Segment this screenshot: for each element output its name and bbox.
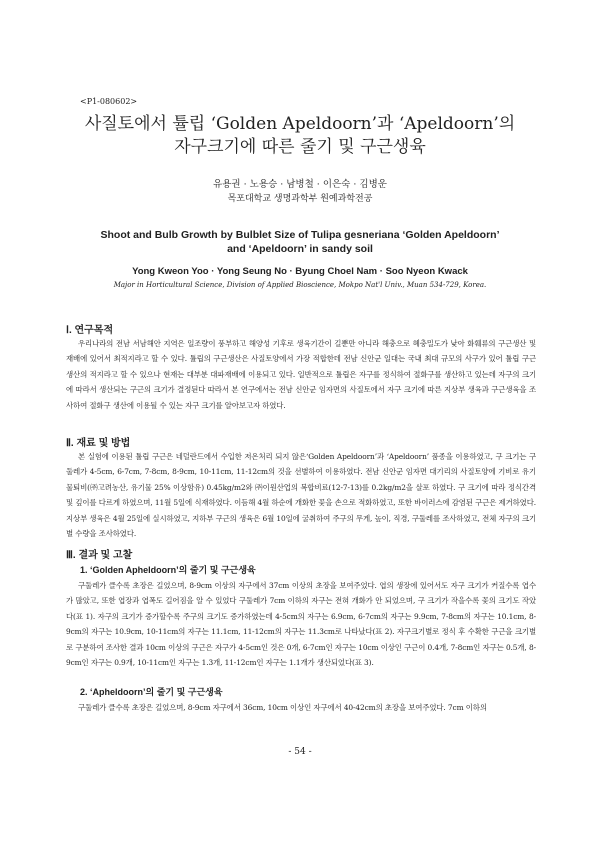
paper-code: <P1-080602> — [80, 97, 138, 106]
subsection2-paragraph: 구둘레가 클수록 초장은 길었으며, 8-9cm 자구에서 36cm, 10cm 이상인 자구에서 40-42cm의 초장을 보여주었다. 7cm 이하의 — [78, 703, 487, 712]
title-en-line1: Shoot and Bulb Growth by Bulblet Size of Tulipa gesneriana ‘Golden Apeldoorn’ — [100, 229, 500, 241]
section1-heading: Ⅰ. 연구목적 — [66, 325, 114, 336]
page-number: - 54 - — [288, 747, 312, 757]
title-ko-line1: 사질토에서 튤립 ‘Golden Apeldoorn’과 ‘Apeldoorn’의 — [84, 114, 516, 134]
section2-heading: Ⅱ. 재료 및 방법 — [66, 438, 131, 449]
affiliation-en: Major in Horticultural Science, Division of Applied Bioscience, Mokpo Nat'l Univ., Muan 534-729, Korea. — [113, 281, 487, 289]
subsection1-heading: 1. ‘Golden Apheldoorn’의 줄기 및 구근생육 — [80, 565, 256, 575]
section2-paragraph: 본 실험에 이용된 튤립 구근은 네덜란드에서 수입한 저온처리 되지 않은‘Golden Apeldoorn’과 ‘Apeldoorn’ 품종을 이용하였고, 구 크기는 구둘레가 4-5cm, 6-7cm, 7-8cm, 8-9cm, 10-11cm, 11-12cm의 것을 선별하여 이용하였다. 전남 신안군 임자면 대기리의 사질토양에 기비로 유기물퇴비(㈜고려농산, 유기물 25% 이상함유) 0.45kg/m2와 ㈜이원산업의 복합비료(12-7-13)를 0.2kg/m2을 살포 하였다. 구 크기에 따라 정식간격 및 깊이를 다르게 하였으며, 11월 5일에 식재하였다. 이듬해 4월 하순에 개화한 꽃을 손으로 적화하였고, 또한 바이러스에 감염된 구근은 제거하였다. 지상부 생육은 4월 25일에 실시하였고, 지하부 구근의 생육은 6월 10일에 굴취하여 주구의 무게, 높이, 직경, 구둘레를 조사하였고, 전체 자구의 크기별 수량을 조사하였다. — [66, 452, 536, 539]
authors-ko: 유용권 · 노용승 · 남병철 · 이은숙 · 김병운 — [213, 179, 387, 190]
authors-en: Yong Kweon Yoo · Yong Seung No · Byung Choel Nam · Soo Nyeon Kwack — [132, 266, 468, 277]
title-ko-line2: 자구크기에 따른 줄기 및 구근생육 — [174, 137, 426, 157]
section3-heading: Ⅲ. 결과 및 고찰 — [66, 550, 133, 561]
subsection1-paragraph: 구둘레가 클수록 초장은 길었으며, 8-9cm 이상의 자구에서 37cm 이상의 초장을 보여주었다. 엽의 생장에 있어서도 자구 크기가 커질수록 엽수가 많았고, 또한 엽장과 엽폭도 길어짐을 알 수 있었다 구둘레가 7cm 이하의 자구는 전혀 개화가 안 되었으며, 구 크기가 작을수록 꽃의 크기도 작았다(표 1). 자구의 크기가 증가할수록 주구의 크기도 증가하였는데 4-5cm의 자구는 6.9cm, 6-7cm의 자구는 9.9cm, 7-8cm의 자구는 10.1cm, 8-9cm의 자구는 10.9cm, 10-11cm의 자구는 11.1cm, 11-12cm의 자구는 11.3cm로 나타났다(표 2). 자구크기별로 정식 후 수확한 구근을 크기별로 구분하여 조사한 결과 10cm 이상의 구근은 자구가 4-5cm인 것은 0개, 6-7cm인 자구는 10cm 이상인 구근이 0.4개, 7-8cm인 자구는 0.5개, 8-9cm인 자구는 0.9개, 10-11cm인 자구는 1.3개, 11-12cm인 자구는 1.1개가 생산되었다(표 3). — [66, 581, 536, 668]
title-en-line2: and ‘Apeldoorn’ in sandy soil — [227, 243, 373, 255]
subsection2-heading: 2. ‘Apheldoorn’의 줄기 및 구근생육 — [80, 687, 223, 697]
affiliation-ko: 목포대학교 생명과학부 원예과학전공 — [227, 194, 373, 204]
section1-paragraph: 우리나라의 전남 서남해안 지역은 일조량이 풍부하고 해양성 기후로 생육기간이 길뿐만 아니라 해충으로 혜충밀도가 낮아 화훼류의 구근생산 및 재배에 있어서 최적지라고 할 수 있다. 튤립의 구근생산은 사질토양에서 가장 적합한데 전남 신안군 일대는 국내 최대 규모의 사구가 있어 튤립 구근 생산의 적지라고 할 수 있으나 현재는 대부분 대파재배에 이용되고 있다. 일반적으로 튤립은 자구를 정식하여 절화구를 생산하고 있는데 자구의 크기에 따라서 생산되는 구근의 크기가 결정된다 따라서 본 연구에서는 전남 신안군 임자면의 사질토에서 자구 크기에 따른 지상부 생육과 구근생육을 조사하여 절화구 생산에 이용될 수 있는 자구 크기를 알아보고자 하였다. — [66, 339, 536, 410]
